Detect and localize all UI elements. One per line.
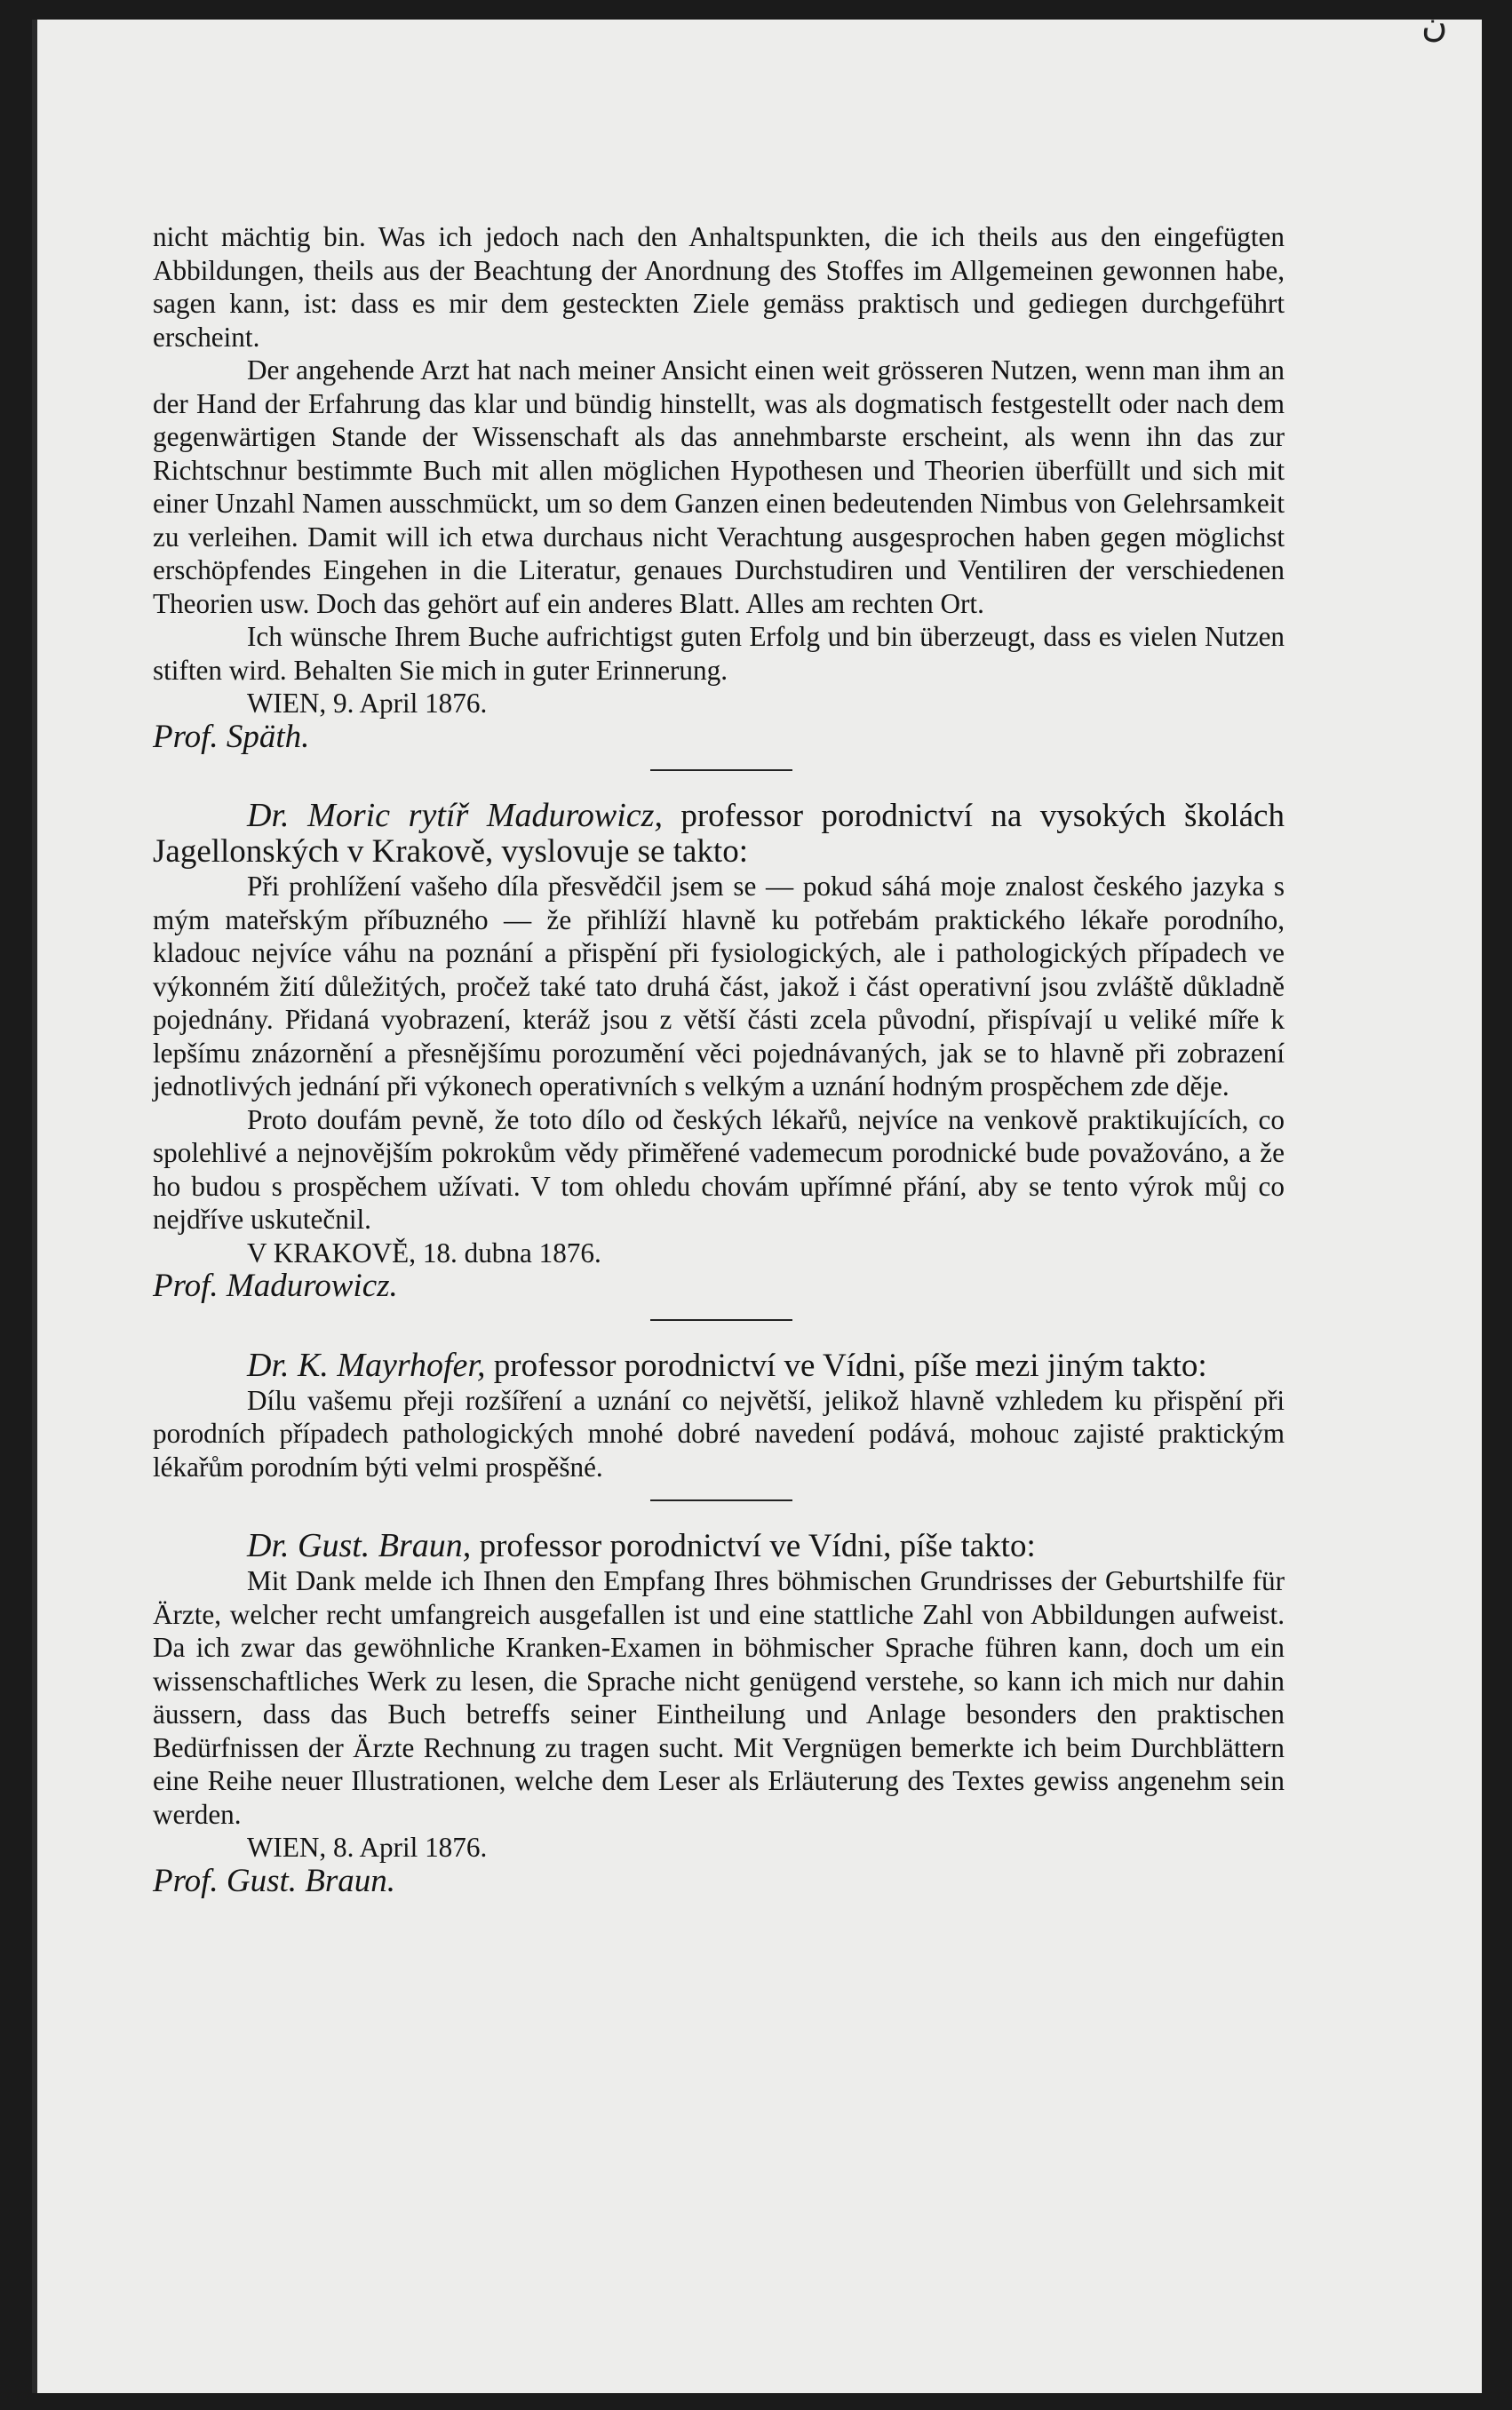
mayrhofer-heading <box>153 1348 1285 1384</box>
madurowicz-name: Dr. Moric rytíř Madurowicz, <box>247 797 663 834</box>
corner-mark: ن <box>1421 4 1448 44</box>
mayrhofer-name: Dr. K. Mayrhofer, <box>247 1346 486 1384</box>
spaeth-paragraph-2: Der angehende Arzt hat nach meiner Ansicht einen weit grösseren Nutzen, wenn man ihm an der Hand der Erfahrung das klar und bündig hinstellt, was als dogmatisch festgestellt oder nach dem gegenwärtigen Stande der Wissenschaft als das annehmbarste erscheint, als wenn ihn das zur Richtschnur bestimmte Buch mit allen möglichen Hypothesen und Theorien überfüllt und sich mit einer Unzahl Namen ausschmückt, um so dem Ganzen einen bedeutenden Nimbus von Gelehrsamkeit zu verleihen. Damit will ich etwa durchaus nicht Verachtung ausgesprochen haben gegen möglichst erschöpfendes Eingehen in die Literatur, genaues Durchstudiren und Ventiliren der verschiedenen Theorien usw. Doch das gehört auf ein anderes Blatt. Alles am rechten Ort. <box>153 354 1285 619</box>
madurowicz-date: V KRAKOVĚ, 18. dubna 1876. <box>247 1237 601 1269</box>
braun-heading-text: professor porodnictví ve Vídni, píše takto: <box>471 1528 1036 1564</box>
madurowicz-heading <box>153 798 1285 870</box>
spaeth-paragraph-1: nicht mächtig bin. Was ich jedoch nach den Anhaltspunkten, die ich theils aus den eingefügten Abbildungen, theils aus der Beachtung der Anordnung des Stoffes im Allgemeinen gewonnen habe, sagen kann, ist: dass es mir dem gesteckten Ziele gemäss praktisch und gediegen durchgeführt erscheint. <box>153 221 1285 353</box>
madurowicz-paragraph-2: Proto doufám pevně, že toto dílo od českých lékařů, nejvíce na venkově praktikujících, co spolehlivé a nejnovějším pokrokům vědy přiměřené vademecum porodnické bude považováno, a že ho budou s prospěchem užívati. V tom ohledu chovám upřímné přání, aby se tento výrok můj co nejdříve uskutečnil. <box>153 1103 1285 1235</box>
braun-date: WIEN, 8. April 1876. <box>247 1832 488 1863</box>
spaeth-paragraph-3: Ich wünsche Ihrem Buche aufrichtigst guten Erfolg und bin überzeugt, dass es vielen Nutzen stiften wird. Behalten Sie mich in guter Erinnerung. <box>153 621 1285 686</box>
mayrhofer-paragraph-1: Dílu vašemu přeji rozšíření a uznání co největší, jelikož hlavně vzhledem ku přispění při porodních případech pathologických mnohé dobré navedení podává, mohouc zajisté praktickým lékařům porodním býti velmi prospěšné. <box>153 1384 1285 1483</box>
braun-paragraph-1: Mit Dank melde ich Ihnen den Empfang Ihres böhmischen Grundrisses der Geburtshilfe für Ärzte, welcher recht umfangreich ausgefallen ist und eine stattliche Zahl von Abbildungen aufweist. Da ich zwar das gewöhnliche Kranken-Examen in böhmischer Sprache führen kann, doch um ein wissenschaftliches Werk zu lesen, die Sprache nicht genügend verstehe, so kann ich mich nur dahin äussern, dass das Buch betreffs seiner Eintheilung und Anlage besonders den praktischen Bedürfnissen der Ärzte Rechnung zu tragen sucht. Mit Vergnügen bemerkte ich beim Durchblättern eine Reihe neuer Illustrationen, welche dem Leser als Erläuterung des Textes gewiss angenehm sein werden. <box>153 1565 1285 1830</box>
mayrhofer-heading-text: professor porodnictví ve Vídni, píše mezi jiným takto: <box>485 1347 1207 1384</box>
spaeth-signature: Prof. Späth. <box>153 718 310 755</box>
text-column <box>153 220 1285 1897</box>
divider-rule <box>650 1499 792 1501</box>
braun-signature: Prof. Gust. Braun. <box>153 1862 396 1899</box>
divider-rule <box>650 769 792 771</box>
madurowicz-signature: Prof. Madurowicz. <box>153 1268 398 1304</box>
madurowicz-heading-text: professor porodnictví na vysokých školách Jagellonských v Krakově, vyslovuje se takto: <box>153 798 1285 870</box>
spaeth-date: WIEN, 9. April 1876. <box>247 688 488 719</box>
page-edge-shadow <box>32 20 37 2393</box>
divider-rule <box>650 1319 792 1321</box>
braun-heading <box>153 1528 1285 1564</box>
braun-name: Dr. Gust. Braun, <box>247 1527 472 1564</box>
madurowicz-paragraph-1: Při prohlížení vašeho díla přesvědčil jsem se — pokud sáhá moje znalost českého jazyka s mým mateřským příbuzného — že přihlíží hlavně ku potřebám praktického lékaře porodního, kladouc nejvíce váhu na poznání a přispění při fysiologických, ale i pathologických případech ve výkonném žití důležitých, pročež také tato druhá část, jakož i část operativní jsou zvláště důkladně pojednány. Přidaná vyobrazení, kteráž jsou z větší části zcela původní, přispívají u veliké míře k lepšímu znázornění a přesnějšímu porozumění věci pojednávaných, jak se to hlavně při zobrazení jednotlivých jednání při výkonech operativních s velkým a uznání hodným prospěchem zde děje. <box>153 871 1285 1102</box>
